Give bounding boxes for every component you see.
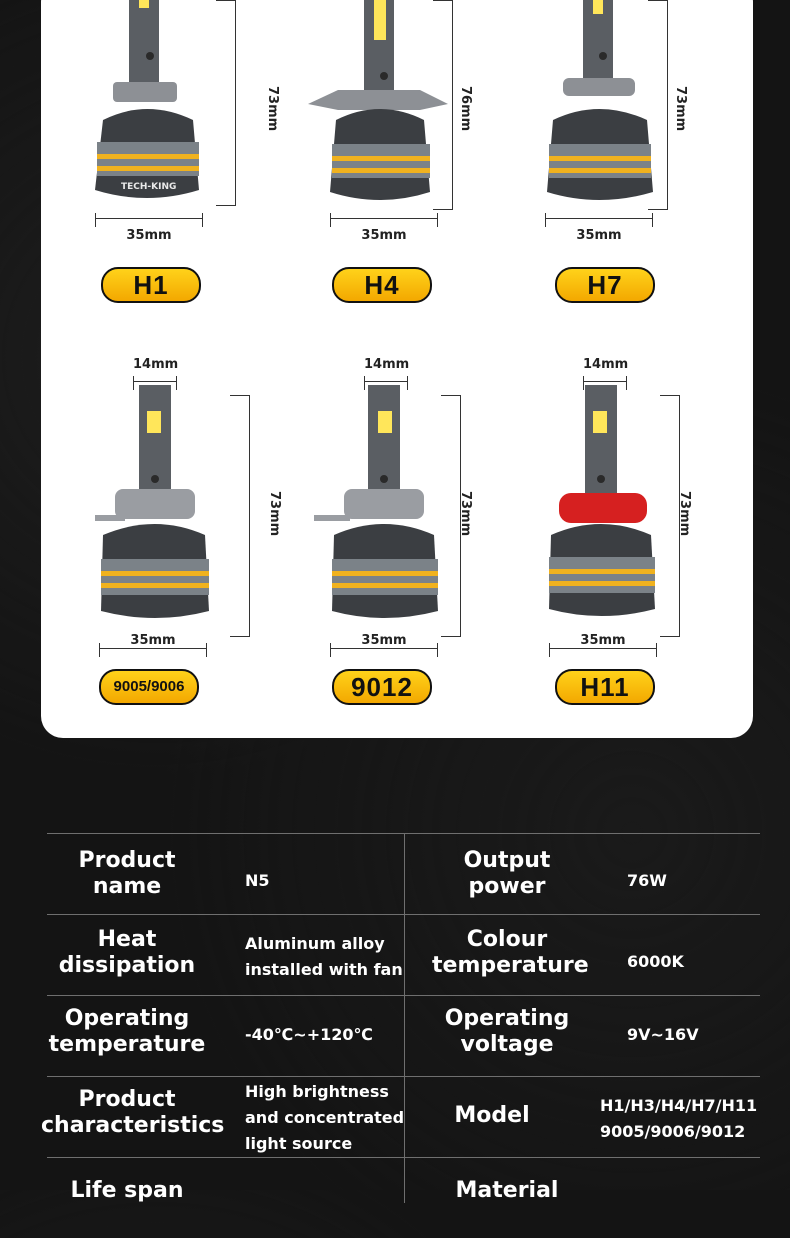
width-dimension [549, 648, 657, 659]
bulb-cell-9012 [308, 355, 545, 715]
chip-width-label: 14mm [583, 357, 629, 372]
spec-label: Model [454, 1103, 530, 1128]
height-label: 76mm [458, 86, 473, 132]
width-label: 35mm [361, 633, 407, 648]
width-label: 35mm [361, 228, 407, 243]
spec-label: Colour temperature [432, 927, 589, 978]
spec-label: Product name [78, 848, 176, 899]
model-badge-h1: H1 [101, 267, 201, 303]
height-dimension [452, 0, 453, 210]
chip-width-label: 14mm [133, 357, 179, 372]
spec-value: Aluminum alloy installed with fan [245, 934, 403, 979]
height-label: 73mm [265, 86, 280, 132]
spec-label: Heat dissipation [58, 927, 196, 978]
bulb-cell-9005-9006 [81, 355, 318, 715]
bulb-cell-h7 [537, 0, 753, 340]
spec-label: Material [455, 1178, 559, 1203]
led-bulb-h1-image [81, 0, 221, 210]
led-bulb-9005-image [81, 385, 231, 635]
height-dimension [249, 395, 250, 637]
width-label: 35mm [130, 633, 176, 648]
bulb-cell-h1 [81, 0, 318, 340]
led-bulb-9012-image [308, 385, 458, 635]
spec-value: High brightness and concentrated light source [245, 1082, 405, 1153]
bulb-size-card [41, 0, 753, 738]
spec-label: Output power [463, 848, 551, 899]
spec-label: Operating voltage [444, 1006, 570, 1057]
spec-value: 6000K [627, 952, 684, 971]
model-badge-9012: 9012 [332, 669, 432, 705]
spec-value: H1/H3/H4/H7/H11 9005/9006/9012 [600, 1096, 758, 1141]
model-badge-h4: H4 [332, 267, 432, 303]
spec-label: Operating temperature [48, 1006, 206, 1057]
model-badge-h7: H7 [555, 267, 655, 303]
spec-table-divider [404, 833, 405, 1203]
height-label: 73mm [677, 491, 692, 537]
width-label: 35mm [576, 228, 622, 243]
spec-value: -40℃~+120℃ [245, 1025, 373, 1044]
spec-value: 76W [627, 871, 667, 890]
led-bulb-h11-image [537, 385, 687, 635]
spec-value: N5 [245, 871, 270, 890]
spec-value: 9V~16V [627, 1025, 699, 1044]
width-dimension [99, 648, 207, 659]
height-dimension [667, 0, 668, 210]
height-label: 73mm [673, 86, 688, 132]
model-badge-9005-9006: 9005/9006 [99, 669, 199, 705]
spec-label: Product characteristics [41, 1087, 225, 1138]
chip-width-label: 14mm [364, 357, 410, 372]
led-bulb-h7-image [537, 0, 677, 210]
width-label: 35mm [126, 228, 172, 243]
model-badge-h11: H11 [555, 669, 655, 705]
height-label: 73mm [267, 491, 282, 537]
spec-label: Life span [70, 1178, 184, 1203]
bulb-cell-h4 [308, 0, 545, 340]
led-bulb-h4-image [308, 0, 458, 210]
height-label: 73mm [458, 491, 473, 537]
height-dimension [235, 0, 236, 206]
bulb-cell-h11 [537, 355, 753, 715]
width-dimension [330, 648, 438, 659]
width-label: 35mm [580, 633, 626, 648]
brand-label: TECH-KING [121, 182, 177, 192]
